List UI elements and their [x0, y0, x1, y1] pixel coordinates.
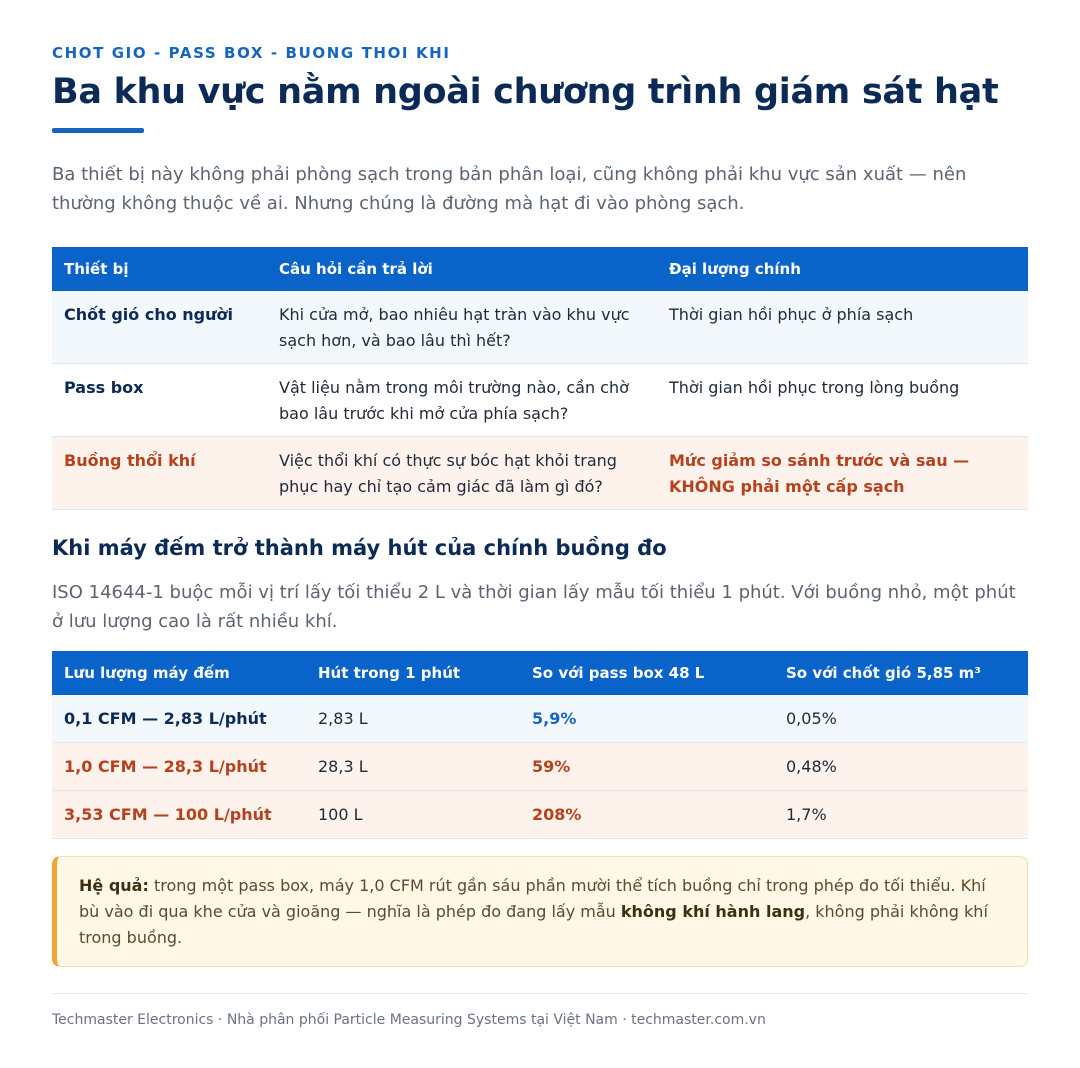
flow-cell: 0,1 CFM — 2,83 L/phút — [52, 695, 306, 743]
device-cell: Buồng thổi khí — [52, 437, 267, 510]
airlock-cell: 0,48% — [774, 743, 1028, 791]
column-header: Lưu lượng máy đếm — [52, 651, 306, 695]
column-header: So với pass box 48 L — [520, 651, 774, 695]
metric-cell: Mức giảm so sánh trước và sau — KHÔNG phải một cấp sạch — [657, 437, 1028, 510]
callout-emphasis: không khí hành lang — [620, 902, 806, 921]
passbox-cell: 59% — [520, 743, 774, 791]
passbox-cell: 208% — [520, 791, 774, 839]
metric-cell: Thời gian hồi phục trong lòng buồng — [657, 364, 1028, 437]
column-header: So với chốt gió 5,85 m³ — [774, 651, 1028, 695]
device-cell: Pass box — [52, 364, 267, 437]
question-cell: Việc thổi khí có thực sự bóc hạt khỏi trang phục hay chỉ tạo cảm giác đã làm gì đó? — [267, 437, 657, 510]
table-row — [52, 364, 1028, 437]
flow-table — [52, 651, 1028, 839]
intro-paragraph: Ba thiết bị này không phải phòng sạch trong bản phân loại, cũng không phải khu vực sản xuất — nên thường không thuộc về ai. Nhưng chúng là đường mà hạt đi vào phòng sạch. — [52, 164, 967, 214]
column-header: Thiết bị — [52, 247, 267, 291]
callout-text: trong một pass box, máy 1,0 CFM rút gần sáu phần mười thể tích buồng chỉ trong phép đo tối thiểu. Khí bù vào đi qua khe cửa và gioăng — nghĩa là phép đo đang lấy mẫu — [79, 876, 986, 921]
table-row — [52, 695, 1028, 743]
section-title: Khi máy đếm trở thành máy hút của chính buồng đo — [52, 536, 667, 560]
eyebrow: CHOT GIO - PASS BOX - BUONG THOI KHI — [52, 44, 451, 62]
consequence-callout — [52, 856, 1028, 967]
question-cell: Khi cửa mở, bao nhiêu hạt tràn vào khu vực sạch hơn, và bao lâu thì hết? — [267, 291, 657, 364]
airlock-cell: 0,05% — [774, 695, 1028, 743]
volume-cell: 100 L — [306, 791, 520, 839]
callout-text-end: , không phải không khí trong buồng. — [79, 902, 988, 947]
device-cell: Chốt gió cho người — [52, 291, 267, 364]
devices-table — [52, 247, 1028, 510]
callout-lead: Hệ quả: — [79, 876, 149, 895]
table-row — [52, 437, 1028, 510]
section-paragraph: ISO 14644-1 buộc mỗi vị trí lấy tối thiểu 2 L và thời gian lấy mẫu tối thiểu 1 phút. Với buồng nhỏ, một phút ở lưu lượng cao là rất nhiều khí. — [52, 582, 1016, 632]
volume-cell: 2,83 L — [306, 695, 520, 743]
metric-cell: Thời gian hồi phục ở phía sạch — [657, 291, 1028, 364]
title-underline — [52, 128, 144, 133]
column-header: Đại lượng chính — [657, 247, 1028, 291]
footer-divider — [52, 993, 1028, 994]
footer-text: Techmaster Electronics · Nhà phân phối Particle Measuring Systems tại Việt Nam · techmaster.com.vn — [52, 1012, 766, 1028]
flow-cell: 1,0 CFM — 28,3 L/phút — [52, 743, 306, 791]
passbox-cell: 5,9% — [520, 695, 774, 743]
column-header: Câu hỏi cần trả lời — [267, 247, 657, 291]
airlock-cell: 1,7% — [774, 791, 1028, 839]
table-row — [52, 291, 1028, 364]
table-row — [52, 791, 1028, 839]
volume-cell: 28,3 L — [306, 743, 520, 791]
flow-cell: 3,53 CFM — 100 L/phút — [52, 791, 306, 839]
page-title: Ba khu vực nằm ngoài chương trình giám sát hạt — [52, 72, 999, 112]
table-row — [52, 743, 1028, 791]
table-header-row — [52, 247, 1028, 291]
question-cell: Vật liệu nằm trong môi trường nào, cần chờ bao lâu trước khi mở cửa phía sạch? — [267, 364, 657, 437]
column-header: Hút trong 1 phút — [306, 651, 520, 695]
table-header-row — [52, 651, 1028, 695]
